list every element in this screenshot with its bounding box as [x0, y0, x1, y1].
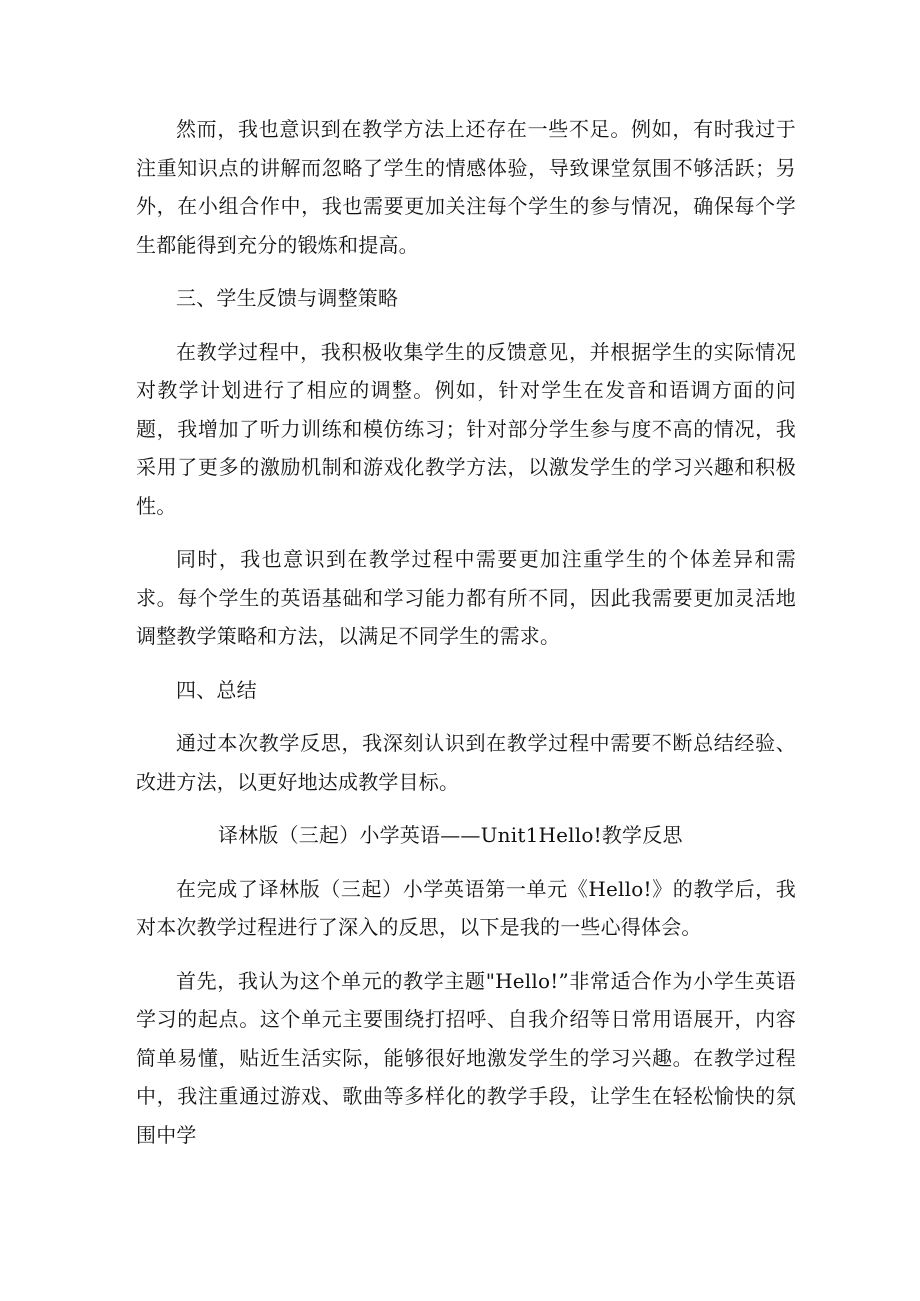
paragraph-summary: 通过本次教学反思，我深刻认识到在教学过程中需要不断总结经验、改进方法，以更好地达成教学目标。	[136, 731, 796, 794]
paragraph-individual-differences: 同时，我也意识到在教学过程中需要更加注重学生的个体差异和需求。每个学生的英语基础和学习能力都有所不同，因此我需要更加灵活地调整教学策略和方法，以满足不同学生的需求。	[136, 547, 796, 648]
paragraph-unit1-theme: 首先，我认为这个单元的教学主题"Hello!”非常适合作为小学生英语学习的起点。这个单元主要围绕打招呼、自我介绍等日常用语展开，内容简单易懂，贴近生活实际，能够很好地激发学生的学习兴趣。在教学过程中，我注重通过游戏、歌曲等多样化的教学手段，让学生在轻松愉快的氛围中学	[136, 968, 796, 1147]
paragraph-teaching-method-shortcomings: 然而，我也意识到在教学方法上还存在一些不足。例如，有时我过于注重知识点的讲解而忽略了学生的情感体验，导致课堂氛围不够活跃；另外，在小组合作中，我也需要更加关注每个学生的参与情况，确保每个学生都能得到充分的锻炼和提高。	[136, 117, 796, 257]
document-body	[136, 110, 796, 1169]
document-title-unit1-hello: 译林版（三起）小学英语——Unit1Hello!教学反思	[218, 823, 683, 847]
paragraph-feedback-adjustment: 在教学过程中，我积极收集学生的反馈意见，并根据学生的实际情况对教学计划进行了相应的调整。例如，针对学生在发音和语调方面的问题，我增加了听力训练和模仿练习；针对部分学生参与度不高的情况，我采用了更多的激励机制和游戏化教学方法，以激发学生的学习兴趣和积极性。	[136, 339, 796, 518]
section-heading-student-feedback: 三、学生反馈与调整策略	[176, 286, 399, 310]
paragraph-unit1-intro: 在完成了译林版（三起）小学英语第一单元《Hello!》的教学后，我对本次教学过程进行了深入的反思，以下是我的一些心得体会。	[136, 876, 796, 939]
section-heading-summary: 四、总结	[176, 677, 257, 702]
